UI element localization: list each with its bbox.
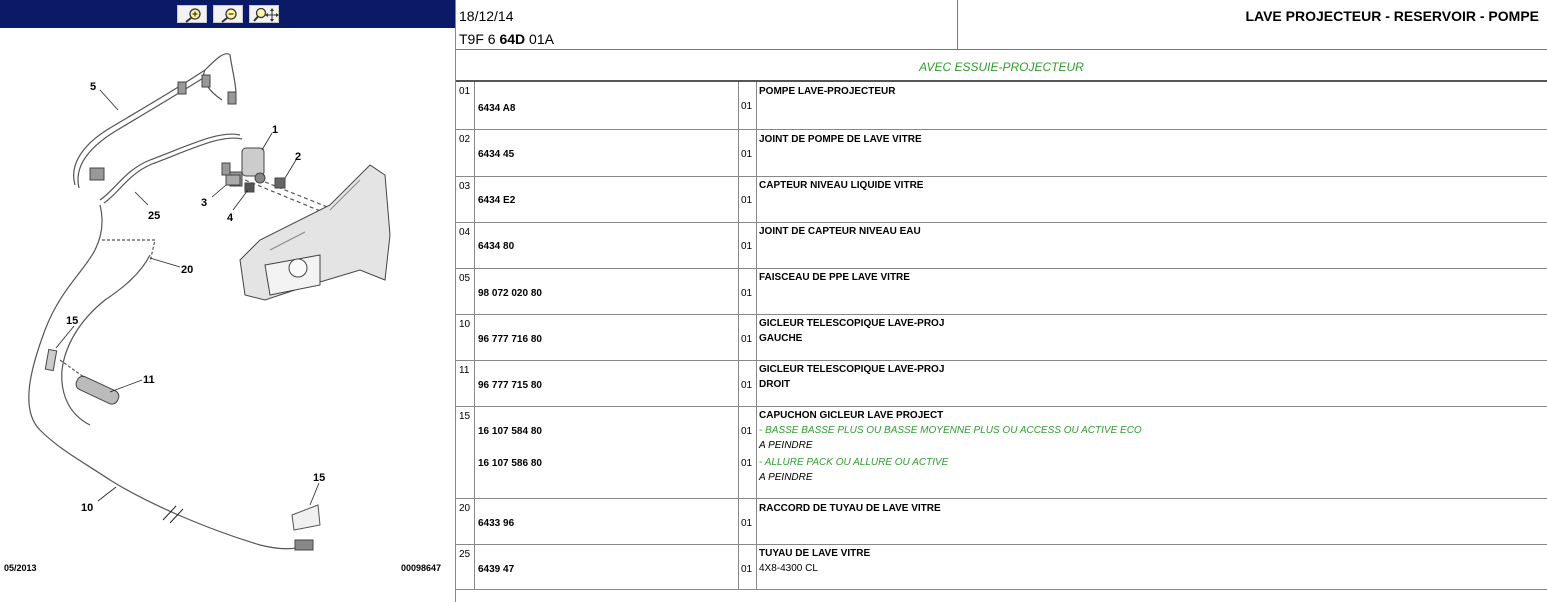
callout-15-small: 15 — [66, 315, 79, 327]
part-description: FAISCEAU DE PPE LAVE VITRE — [759, 272, 910, 283]
row-index: 20 — [456, 499, 475, 544]
table-row[interactable] — [456, 177, 1547, 223]
part-dimensions: 4X8-4300 CL — [759, 563, 818, 574]
row-index: 04 — [456, 223, 475, 268]
part-quantity: 01 — [741, 518, 753, 529]
part-quantity: 01 — [741, 380, 753, 391]
row-index: 11 — [456, 361, 475, 406]
part-reference[interactable]: 6434 E2 — [478, 195, 516, 206]
table-row[interactable] — [456, 499, 1547, 545]
row-index: 25 — [456, 545, 475, 589]
part-reference[interactable]: 6434 A8 — [478, 103, 516, 114]
table-row[interactable] — [456, 545, 1547, 590]
callout-5: 5 — [90, 81, 97, 93]
variant-condition: - ALLURE PACK OU ALLURE OU ACTIVE — [759, 457, 949, 468]
part-reference[interactable]: 6434 80 — [478, 241, 515, 252]
diagram-panel — [0, 0, 455, 602]
part-reference[interactable]: 96 777 715 80 — [478, 380, 542, 391]
part-quantity: 01 — [741, 195, 753, 206]
diagram-id: 00098647 — [401, 563, 442, 573]
page-title: LAVE PROJECTEUR - RESERVOIR - POMPE — [1245, 8, 1539, 24]
part-quantity: 01 — [741, 101, 753, 112]
diagram-date: 05/2013 — [4, 563, 37, 573]
zoom-in-button[interactable] — [177, 5, 207, 23]
zoom-out-icon — [214, 6, 244, 24]
row-index: 03 — [456, 177, 475, 222]
zoom-fit-icon — [250, 6, 280, 24]
table-row[interactable] — [456, 315, 1547, 361]
part-quantity: 01 — [741, 564, 753, 575]
row-index: 05 — [456, 269, 475, 314]
part-reference[interactable]: 16 107 584 80 — [478, 426, 542, 437]
part-description: CAPTEUR NIVEAU LIQUIDE VITRE — [759, 180, 924, 191]
callout-2: 2 — [295, 151, 302, 163]
part-description: GICLEUR TELESCOPIQUE LAVE-PROJ — [759, 318, 945, 329]
part-quantity: 01 — [741, 241, 753, 252]
part-reference[interactable]: 6439 47 — [478, 564, 515, 575]
callout-10: 10 — [81, 502, 94, 514]
table-row[interactable] — [456, 223, 1547, 269]
table-row[interactable] — [456, 361, 1547, 407]
parts-header — [456, 0, 1547, 50]
parts-list-panel — [456, 0, 1547, 602]
part-quantity: 01 — [741, 288, 753, 299]
part-quantity: 01 — [741, 334, 753, 345]
diagram-toolbar — [0, 0, 455, 28]
header-code: T9F 6 64D 01A — [459, 31, 554, 47]
row-index: 15 — [456, 407, 475, 498]
part-quantity-alt: 01 — [741, 458, 753, 469]
part-note: A PEINDRE — [759, 440, 813, 451]
part-description-side: GAUCHE — [759, 333, 803, 344]
table-row[interactable] — [456, 269, 1547, 315]
part-reference[interactable]: 6433 96 — [478, 518, 515, 529]
zoom-in-icon — [178, 6, 208, 24]
part-description: TUYAU DE LAVE VITRE — [759, 548, 871, 559]
table-row[interactable] — [456, 82, 1547, 130]
variant-condition: - BASSE BASSE PLUS OU BASSE MOYENNE PLUS OU ACCESS OU ACTIVE ECO — [759, 425, 1142, 436]
zoom-fit-button[interactable] — [249, 5, 279, 23]
variant-note: AVEC ESSUIE-PROJECTEUR — [456, 50, 1547, 82]
part-reference[interactable]: 98 072 020 80 — [478, 288, 542, 299]
parts-diagram — [0, 30, 455, 590]
part-description: CAPUCHON GICLEUR LAVE PROJECT — [759, 410, 944, 421]
part-reference-alt[interactable]: 16 107 586 80 — [478, 458, 542, 469]
part-description-side: DROIT — [759, 379, 791, 390]
callout-20: 20 — [181, 264, 194, 276]
callout-4: 4 — [227, 212, 234, 224]
parts-table — [456, 82, 1547, 590]
callout-15-large: 15 — [313, 472, 326, 484]
callout-11: 11 — [143, 374, 155, 386]
row-index: 10 — [456, 315, 475, 360]
callout-1: 1 — [272, 124, 279, 136]
header-info — [456, 0, 958, 50]
header-date: 18/12/14 — [459, 8, 514, 24]
part-quantity: 01 — [741, 149, 753, 160]
table-row[interactable] — [456, 407, 1547, 499]
table-row[interactable] — [456, 130, 1547, 177]
part-reference[interactable]: 6434 45 — [478, 149, 515, 160]
part-description: RACCORD DE TUYAU DE LAVE VITRE — [759, 503, 941, 514]
callout-3: 3 — [201, 197, 208, 209]
zoom-out-button[interactable] — [213, 5, 243, 23]
part-quantity: 01 — [741, 426, 753, 437]
row-index: 02 — [456, 130, 475, 176]
part-description: JOINT DE POMPE DE LAVE VITRE — [759, 134, 922, 145]
part-description: GICLEUR TELESCOPIQUE LAVE-PROJ — [759, 364, 945, 375]
part-note: A PEINDRE — [759, 472, 813, 483]
row-index: 01 — [456, 82, 475, 129]
part-description: POMPE LAVE-PROJECTEUR — [759, 86, 896, 97]
callout-25: 25 — [148, 210, 161, 222]
part-description: JOINT DE CAPTEUR NIVEAU EAU — [759, 226, 921, 237]
part-reference[interactable]: 96 777 716 80 — [478, 334, 542, 345]
